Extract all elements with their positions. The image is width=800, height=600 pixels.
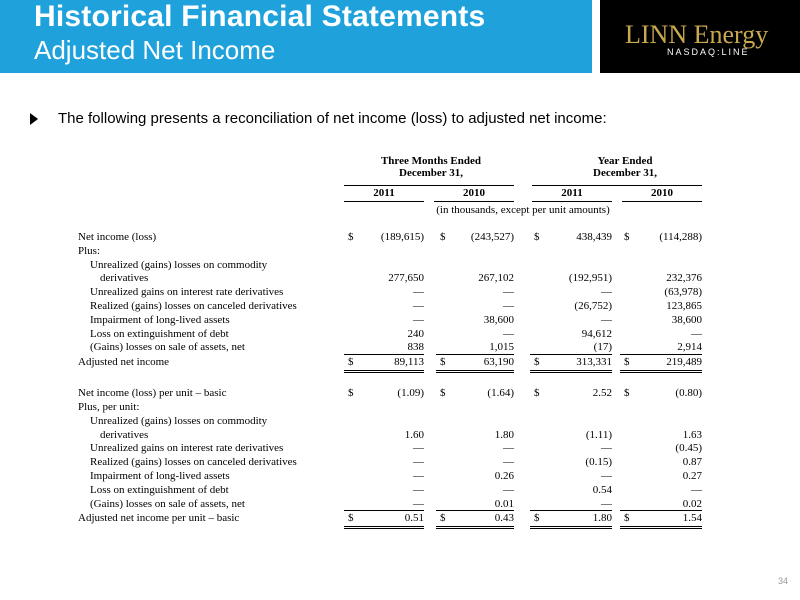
cell-value: 1.60: [404, 428, 424, 441]
year-rule: [344, 201, 424, 202]
table-row: [78, 328, 702, 342]
cell-value: (1.64): [487, 387, 514, 400]
year-header: 2010: [651, 187, 673, 199]
row-label: Impairment of long-lived assets: [90, 313, 230, 326]
subtotal-rule: [436, 354, 514, 355]
year-rule: [622, 201, 702, 202]
cell-value: 2,914: [677, 341, 702, 354]
cell-value: —: [691, 327, 702, 340]
cell-value: —: [601, 286, 612, 299]
cell-value: —: [413, 456, 424, 469]
slide-title: Historical Financial Statements: [34, 0, 486, 33]
cell-value: —: [601, 497, 612, 510]
cell-value: (26,752): [574, 300, 612, 312]
currency-symbol: $: [440, 231, 446, 243]
title-banner: [0, 0, 592, 73]
cell-value: 63,190: [483, 356, 514, 369]
table-row: [78, 300, 702, 314]
table-row: [78, 314, 702, 328]
cell-value: 38,600: [671, 313, 702, 326]
table-row: [78, 259, 702, 273]
double-underline: [530, 370, 612, 373]
cell-value: (1.11): [585, 428, 612, 441]
cell-value: —: [413, 286, 424, 299]
table-row: [78, 286, 702, 300]
row-label: Unrealized gains on interest rate derivatives: [90, 442, 284, 455]
currency-symbol: $: [348, 387, 354, 400]
double-underline: [436, 370, 514, 373]
table-row: [78, 456, 702, 470]
cell-value: 219,489: [666, 356, 702, 369]
table-row: [78, 415, 702, 429]
currency-symbol: $: [348, 356, 354, 369]
row-label: Adjusted net income: [78, 356, 170, 369]
currency-symbol: $: [624, 356, 630, 369]
cell-value: 1,015: [489, 341, 514, 354]
table-row: [78, 401, 702, 415]
table-row: [78, 484, 702, 498]
currency-symbol: $: [440, 356, 446, 369]
group-header-line1: Year Ended: [597, 155, 653, 167]
currency-symbol: $: [348, 512, 354, 525]
cell-value: —: [601, 470, 612, 482]
row-label: (Gains) losses on sale of assets, net: [90, 341, 245, 354]
double-underline: [344, 370, 424, 373]
cell-value: (243,527): [470, 231, 514, 243]
currency-symbol: $: [440, 512, 446, 525]
cell-value: 0.01: [494, 497, 514, 510]
cell-value: (0.45): [675, 442, 702, 455]
cell-value: 2.52: [592, 387, 612, 400]
cell-value: —: [503, 327, 514, 340]
group-header-line2: December 31,: [399, 167, 463, 179]
subtotal-rule: [620, 510, 702, 511]
currency-symbol: $: [534, 387, 540, 400]
cell-value: 0.26: [494, 470, 514, 482]
cell-value: —: [503, 300, 514, 312]
row-label: Realized (gains) losses on canceled derivatives: [90, 300, 297, 312]
cell-value: —: [413, 483, 424, 496]
cell-value: 0.43: [494, 512, 514, 525]
cell-value: —: [601, 442, 612, 455]
group-header-line1: Three Months Ended: [380, 155, 482, 167]
year-rule: [532, 201, 612, 202]
units-note: (in thousands, except per unit amounts): [436, 204, 610, 216]
cell-value: (63,978): [664, 286, 702, 299]
cell-value: —: [413, 497, 424, 510]
table-row: [78, 387, 702, 401]
cell-value: 277,650: [388, 272, 424, 285]
table-row: [78, 245, 702, 259]
page-number: 34: [777, 576, 788, 586]
double-underline: [530, 526, 612, 529]
double-underline: [436, 526, 514, 529]
row-label: Net income (loss): [78, 231, 157, 243]
cell-value: 123,865: [666, 300, 702, 312]
table-row: [78, 442, 702, 456]
double-underline: [344, 526, 424, 529]
cell-value: 313,331: [576, 356, 612, 369]
cell-value: (17): [593, 341, 612, 354]
row-label: Loss on extinguishment of debt: [90, 327, 229, 340]
table-total-row: [78, 512, 702, 526]
currency-symbol: $: [348, 231, 354, 243]
cell-value: (0.15): [585, 456, 612, 469]
currency-symbol: $: [534, 231, 540, 243]
cell-value: 89,113: [394, 356, 424, 369]
row-label: derivatives: [100, 272, 149, 285]
group-header-year: [540, 155, 710, 179]
cell-value: 0.54: [592, 483, 612, 496]
cell-value: —: [503, 456, 514, 469]
cell-value: —: [503, 442, 514, 455]
row-label: Plus:: [78, 244, 101, 257]
bullet-arrow-icon: [30, 113, 38, 125]
subtotal-rule: [530, 510, 612, 511]
cell-value: —: [503, 286, 514, 299]
cell-value: 267,102: [478, 272, 514, 285]
cell-value: —: [601, 313, 612, 326]
currency-symbol: $: [534, 356, 540, 369]
currency-symbol: $: [624, 231, 630, 243]
cell-value: 0.02: [682, 497, 702, 510]
subtotal-rule: [436, 510, 514, 511]
row-label: Unrealized gains on interest rate derivatives: [90, 286, 284, 299]
cell-value: —: [413, 313, 424, 326]
group-header-three-months: [346, 155, 516, 179]
company-logo: [600, 0, 800, 73]
subtotal-rule: [530, 354, 612, 355]
row-label: Unrealized (gains) losses on commodity: [90, 414, 268, 427]
row-label: Unrealized (gains) losses on commodity: [90, 258, 268, 271]
cell-value: —: [413, 442, 424, 455]
cell-value: 0.27: [682, 470, 702, 482]
cell-value: —: [503, 483, 514, 496]
row-label: (Gains) losses on sale of assets, net: [90, 497, 245, 510]
row-label: Loss on extinguishment of debt: [90, 483, 229, 496]
cell-value: (1.09): [397, 387, 424, 400]
cell-value: —: [413, 300, 424, 312]
cell-value: 94,612: [581, 327, 612, 340]
cell-value: —: [413, 470, 424, 482]
intro-text: The following presents a reconciliation of net income (loss) to adjusted net income:: [58, 110, 607, 127]
cell-value: 1.80: [592, 512, 612, 525]
cell-value: 232,376: [666, 272, 702, 285]
cell-value: 0.51: [404, 512, 424, 525]
table-row: [78, 272, 702, 286]
subtotal-rule: [344, 354, 424, 355]
cell-value: 1.54: [682, 512, 702, 525]
cell-value: 38,600: [483, 313, 514, 326]
logo-wordmark: LINN Energy: [625, 20, 769, 49]
logo-ticker: NASDAQ:LINE: [667, 47, 750, 57]
year-header: 2010: [463, 187, 485, 199]
cell-value: 838: [407, 341, 424, 354]
row-label: derivatives: [100, 428, 149, 441]
group-header-line2: December 31,: [593, 167, 657, 179]
cell-value: 1.63: [682, 428, 702, 441]
header-gap: [592, 0, 600, 73]
cell-value: 0.87: [682, 456, 702, 469]
group-rule: [344, 185, 514, 186]
cell-value: 1.80: [494, 428, 514, 441]
year-header: 2011: [561, 187, 583, 199]
table-total-row: [78, 356, 702, 370]
double-underline: [620, 370, 702, 373]
cell-value: (189,615): [380, 231, 424, 243]
cell-value: 438,439: [576, 231, 612, 243]
row-label: Impairment of long-lived assets: [90, 470, 230, 482]
table-row: [78, 429, 702, 443]
currency-symbol: $: [440, 387, 446, 400]
slide-subtitle: Adjusted Net Income: [34, 35, 276, 65]
table-row: [78, 231, 702, 245]
row-label: Adjusted net income per unit – basic: [78, 512, 240, 525]
subtotal-rule: [344, 510, 424, 511]
group-rule: [532, 185, 702, 186]
year-header: 2011: [373, 187, 395, 199]
row-label: Realized (gains) losses on canceled derivatives: [90, 456, 297, 469]
currency-symbol: $: [624, 512, 630, 525]
cell-value: 240: [407, 327, 424, 340]
cell-value: —: [691, 483, 702, 496]
subtotal-rule: [620, 354, 702, 355]
year-rule: [434, 201, 514, 202]
currency-symbol: $: [624, 387, 630, 400]
row-label: Plus, per unit:: [78, 401, 140, 413]
double-underline: [620, 526, 702, 529]
cell-value: (0.80): [675, 387, 702, 400]
slide-header: [0, 0, 800, 73]
cell-value: (192,951): [568, 272, 612, 285]
currency-symbol: $: [534, 512, 540, 525]
table-row: [78, 470, 702, 484]
row-label: Net income (loss) per unit – basic: [78, 387, 227, 400]
cell-value: (114,288): [659, 231, 702, 243]
